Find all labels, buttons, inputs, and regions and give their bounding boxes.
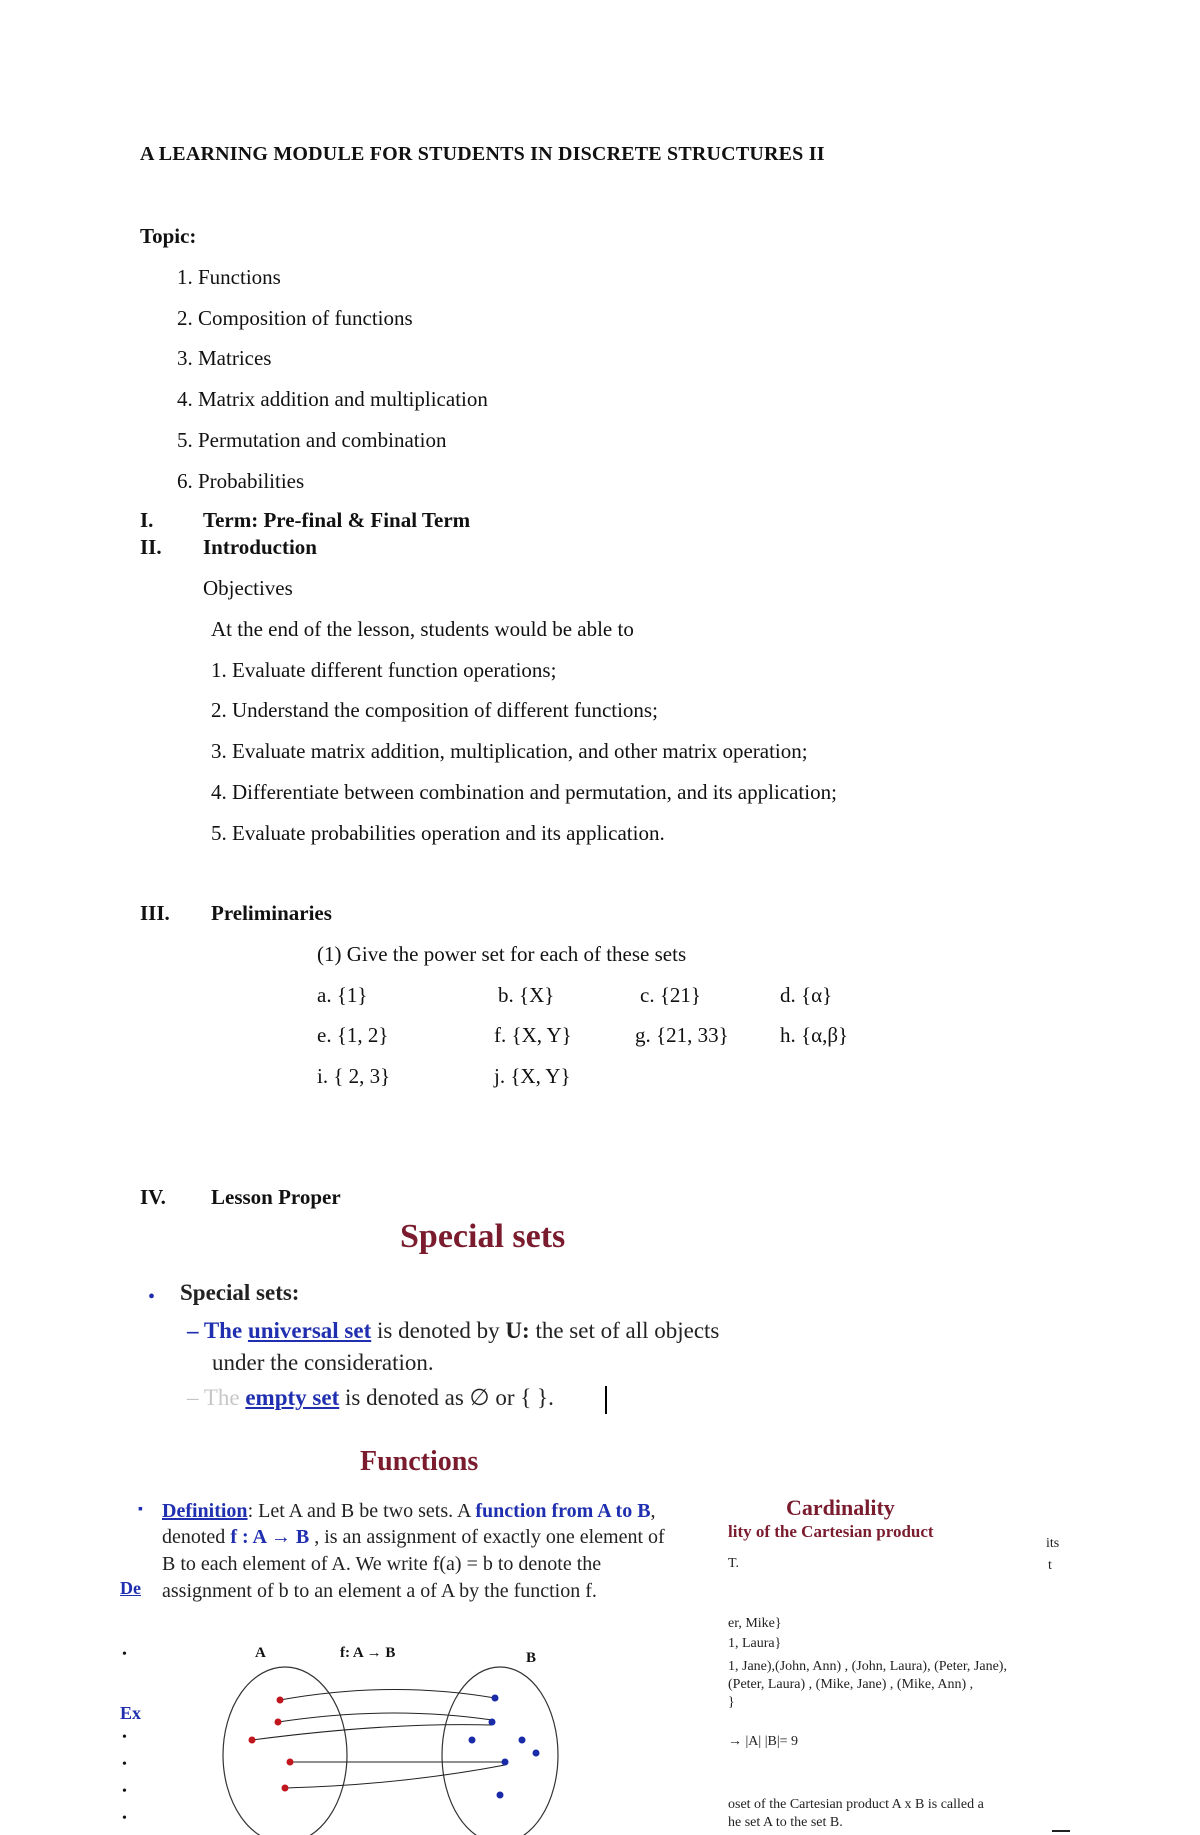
power-set-item: g. {21, 33} [635,1023,729,1047]
universal-U: U: [505,1318,530,1343]
cardinality-fragment: 1, Jane),(John, Ann) , (John, Laura), (Peter, Jane), [728,1659,1007,1674]
definition-link[interactable]: Definition [162,1500,248,1522]
cardinality-title: Cardinality [786,1495,895,1520]
cardinality-fragment: he set A to the set B. [728,1815,843,1830]
power-set-item: i. { 2, 3} [317,1064,391,1088]
bullet-icon: • [122,1730,127,1745]
text-cursor [605,1386,607,1414]
cardinality-fragment: → |A| |B|= 9 [728,1734,799,1749]
empty-set-line [187,1385,554,1411]
fragment-de: De [120,1578,141,1598]
prelim-instruction: (1) Give the power set for each of these sets [317,942,687,966]
arrow [278,1713,492,1722]
special-sets-bullet: Special sets: [180,1280,300,1305]
empty-set-link[interactable]: empty set [245,1385,340,1410]
section-intro: Introduction [203,535,317,559]
power-set-item: f. {X, Y} [494,1023,572,1047]
objectives-intro: At the end of the lesson, students would be able to [211,617,634,641]
cardinality-edge: t [1048,1558,1052,1573]
universal-mid: is denoted by [371,1318,506,1343]
point [492,1695,499,1702]
power-set-item: e. {1, 2} [317,1023,389,1047]
topic-item: 5. Permutation and combination [177,428,447,452]
point [275,1719,282,1726]
topic-item: 2. Composition of functions [177,306,413,330]
cardinality-fragment: er, Mike} [728,1616,782,1631]
def-denoted: denoted [162,1526,231,1548]
function-mapping-diagram [210,1660,570,1835]
topic-item: 4. Matrix addition and multiplication [177,387,488,411]
mapping-arrows [252,1689,505,1788]
fragment-ex: Ex [120,1703,142,1723]
topic-label: Topic: [140,224,197,248]
definition-line-4: assignment of b to an element a of A by the function f. [162,1580,597,1602]
empty-rest: is denoted as ∅ or { }. [339,1385,554,1410]
edge-mark [1052,1830,1070,1832]
bullet-icon: • [122,1757,127,1772]
section-prelim: Preliminaries [211,901,332,925]
section-term: Term: Pre-final & Final Term [203,508,471,532]
cardinality-subtitle: lity of the Cartesian product [728,1522,934,1541]
domain-points [249,1697,294,1792]
section-intro-number: II. [140,535,162,559]
point [489,1719,496,1726]
universal-set-line2: under the consideration. [212,1350,434,1375]
point [497,1792,504,1799]
definition-line-1 [162,1500,656,1523]
section-lesson: Lesson Proper [211,1185,341,1209]
bullet-icon: • [148,1286,156,1308]
power-set-item: b. {X} [498,983,555,1007]
point [519,1737,526,1744]
bullet-icon: ▪ [138,1502,143,1517]
power-set-item: j. {X, Y} [494,1064,571,1088]
point [249,1737,256,1744]
bullet-icon: • [122,1811,127,1826]
bullet-icon: • [122,1784,127,1799]
document-title: A LEARNING MODULE FOR STUDENTS IN DISCRETE STRUCTURES II [140,143,825,165]
def-notation: f : A → B [230,1526,310,1548]
arrow [285,1765,505,1788]
definition-line-2 [162,1526,665,1549]
set-b-ellipse [442,1667,558,1835]
objective-item: 2. Understand the composition of different functions; [211,698,658,722]
point [502,1759,509,1766]
point [469,1737,476,1744]
special-sets-title: Special sets [400,1218,566,1255]
def-assignment: , is an assignment of exactly one element of [309,1526,665,1548]
cardinality-fragment: 1, Laura} [728,1636,782,1651]
diagram-label-f: f: A → B [340,1645,396,1661]
point [282,1785,289,1792]
power-set-item: h. {α,β} [780,1023,849,1047]
codomain-points [469,1695,540,1799]
objectives-label: Objectives [203,576,293,600]
objective-item: 4. Differentiate between combination and permutation, and its application; [211,780,837,804]
point [287,1759,294,1766]
universal-rest: the set of all objects [529,1318,720,1343]
power-set-item: d. {α} [780,983,833,1007]
def-comma: , [650,1500,656,1522]
diagram-label-a: A [255,1645,266,1661]
definition-line-3: B to each element of A. We write f(a) = b to denote the [162,1553,602,1575]
cardinality-edge: its [1046,1536,1060,1551]
diagram-label-b: B [526,1650,537,1666]
functions-title: Functions [360,1446,479,1477]
power-set-item: c. {21} [640,983,701,1007]
power-set-item: a. {1} [317,983,368,1007]
dash-the: – The [187,1318,248,1343]
dash-the-faded: – The [187,1385,246,1410]
bullet-icon: • [122,1647,127,1662]
topic-item: 3. Matrices [177,346,272,370]
point [533,1750,540,1757]
section-prelim-number: III. [140,901,170,925]
arrow [280,1689,495,1700]
cardinality-fragment: (Peter, Laura) , (Mike, Jane) , (Mike, Ann) , [728,1677,974,1692]
objective-item: 5. Evaluate probabilities operation and its application. [211,821,665,845]
section-term-number: I. [140,508,154,532]
cardinality-fragment: } [728,1695,735,1710]
def-function-term: function from A to B [475,1500,651,1522]
arrow [252,1725,492,1740]
objective-item: 1. Evaluate different function operations; [211,658,557,682]
set-a-ellipse [223,1667,347,1835]
def-text: : Let A and B be two sets. A [247,1500,476,1522]
objective-item: 3. Evaluate matrix addition, multiplication, and other matrix operation; [211,739,808,763]
universal-set-link[interactable]: universal set [247,1318,372,1343]
point [277,1697,284,1704]
cardinality-fragment: oset of the Cartesian product A x B is called a [728,1797,984,1812]
cardinality-fragment: T. [728,1556,740,1571]
universal-set-line [187,1318,719,1344]
topic-item: 1. Functions [177,265,281,289]
section-lesson-number: IV. [140,1185,166,1209]
topic-item: 6. Probabilities [177,469,305,493]
